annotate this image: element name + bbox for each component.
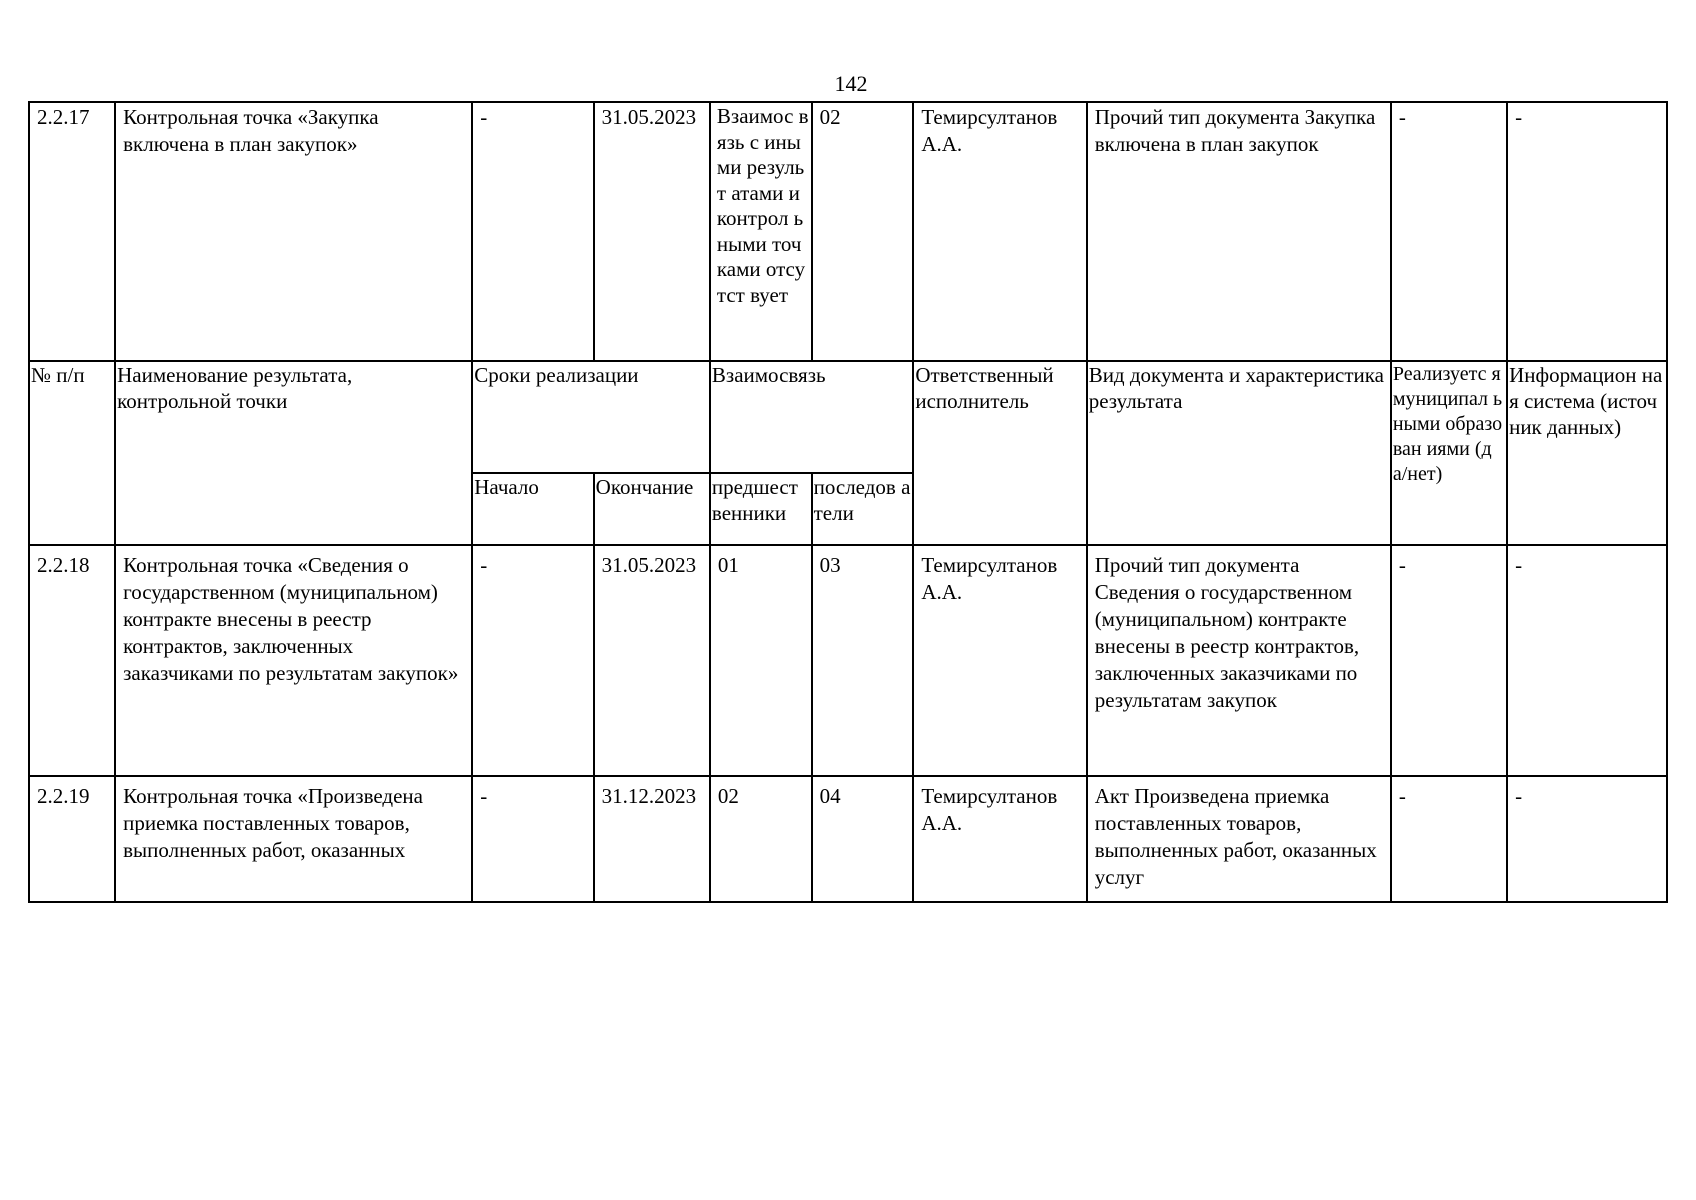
row-info-cell — [1507, 776, 1667, 902]
row-succ: 02 — [819, 105, 841, 129]
row-info-cell — [1507, 102, 1667, 361]
row-responsible: Темирсултанов А.А. — [921, 553, 1058, 604]
header-relation: Взаимосвязь — [711, 363, 826, 387]
row-doc-cell — [1087, 102, 1391, 361]
header-num: № п/п — [31, 363, 85, 387]
row-municipal-cell — [1391, 776, 1507, 902]
row-num: 2.2.18 — [37, 553, 90, 577]
row-end-cell — [594, 102, 710, 361]
row-start-cell — [472, 545, 593, 776]
row-name: Контрольная точка «Сведения о государственном (муниципальном) контракте внесены в реестр контрактов, заключенных заказчиками по результатам закупок» — [123, 553, 459, 685]
header-terms-cell — [472, 361, 710, 473]
page-number: 142 — [834, 71, 868, 96]
row-start: - — [480, 105, 488, 129]
row-start-cell — [472, 776, 593, 902]
header-doc: Вид документа и характеристика результата — [1088, 363, 1384, 413]
row-name-cell — [115, 776, 472, 902]
header-succ: последов атели — [813, 475, 911, 525]
row-succ-cell — [812, 102, 914, 361]
header-municipal: Реализуетс я муниципал ьными образован иями (да/нет) — [1392, 363, 1503, 485]
row-pred-cell — [710, 102, 812, 361]
header-info: Информацион ная система (источник данных) — [1509, 363, 1663, 439]
row-succ-cell — [812, 545, 914, 776]
row-num-cell — [29, 102, 115, 361]
row-pred-cell — [710, 545, 812, 776]
row-municipal: - — [1398, 784, 1406, 808]
row-responsible-cell — [913, 776, 1086, 902]
row-num: 2.2.17 — [37, 105, 90, 129]
row-succ: 04 — [819, 784, 841, 808]
row-responsible: Темирсултанов А.А. — [921, 784, 1058, 835]
row-doc-cell — [1087, 776, 1391, 902]
header-terms: Сроки реализации — [474, 363, 639, 387]
row-pred: 02 — [717, 784, 739, 808]
header-name: Наименование результата, контрольной точки — [117, 363, 353, 413]
row-info: - — [1515, 553, 1523, 577]
header-succ-cell — [812, 473, 914, 545]
header-row — [29, 361, 1667, 473]
header-end-cell — [594, 473, 710, 545]
row-info: - — [1515, 105, 1523, 129]
row-name-cell — [115, 545, 472, 776]
results-table — [28, 101, 1668, 903]
row-doc: Прочий тип документа Закупка включена в план закупок — [1094, 105, 1376, 156]
header-end: Окончание — [595, 475, 694, 499]
row-num: 2.2.19 — [37, 784, 90, 808]
row-municipal-cell — [1391, 545, 1507, 776]
row-start: - — [480, 553, 488, 577]
header-name-cell — [115, 361, 472, 545]
row-doc-cell — [1087, 545, 1391, 776]
header-pred: предшест венники — [711, 475, 798, 525]
header-doc-cell — [1087, 361, 1391, 545]
row-doc: Прочий тип документа Сведения о государственном (муниципальном) контракте внесены в реестр контрактов, заключенных заказчиками по результатам закупок — [1094, 553, 1360, 712]
row-municipal: - — [1398, 553, 1406, 577]
header-responsible-cell — [913, 361, 1086, 545]
row-info-cell — [1507, 545, 1667, 776]
row-end-cell — [594, 545, 710, 776]
row-name: Контрольная точка «Произведена приемка поставленных товаров, выполненных работ, оказанных — [123, 784, 423, 862]
row-municipal: - — [1398, 105, 1406, 129]
row-end: 31.05.2023 — [601, 105, 697, 129]
row-num-cell — [29, 776, 115, 902]
row-pred-cell — [710, 776, 812, 902]
row-name: Контрольная точка «Закупка включена в план закупок» — [123, 105, 379, 156]
header-pred-cell — [710, 473, 812, 545]
row-end: 31.12.2023 — [601, 784, 697, 808]
row-succ: 03 — [819, 553, 841, 577]
header-start-cell — [472, 473, 593, 545]
table-row — [29, 102, 1667, 361]
row-succ-cell — [812, 776, 914, 902]
row-end: 31.05.2023 — [601, 553, 697, 577]
header-num-cell — [29, 361, 115, 545]
header-start: Начало — [474, 475, 539, 499]
header-responsible: Ответственный исполнитель — [915, 363, 1054, 413]
header-municipal-cell — [1391, 361, 1507, 545]
row-info: - — [1515, 784, 1523, 808]
row-municipal-cell — [1391, 102, 1507, 361]
header-relation-cell — [710, 361, 913, 473]
row-doc: Акт Произведена приемка поставленных товаров, выполненных работ, оказанных услуг — [1094, 784, 1377, 889]
row-responsible-cell — [913, 102, 1086, 361]
header-info-cell — [1507, 361, 1667, 545]
row-pred: 01 — [717, 553, 739, 577]
table-row — [29, 776, 1667, 902]
row-end-cell — [594, 776, 710, 902]
row-pred: Взаимос вязь с иными результ атами и контрол ьными точками отсутст вует — [716, 104, 809, 307]
row-num-cell — [29, 545, 115, 776]
row-start: - — [480, 784, 488, 808]
row-start-cell — [472, 102, 593, 361]
row-responsible-cell — [913, 545, 1086, 776]
row-name-cell — [115, 102, 472, 361]
table-row — [29, 545, 1667, 776]
row-responsible: Темирсултанов А.А. — [921, 105, 1058, 156]
